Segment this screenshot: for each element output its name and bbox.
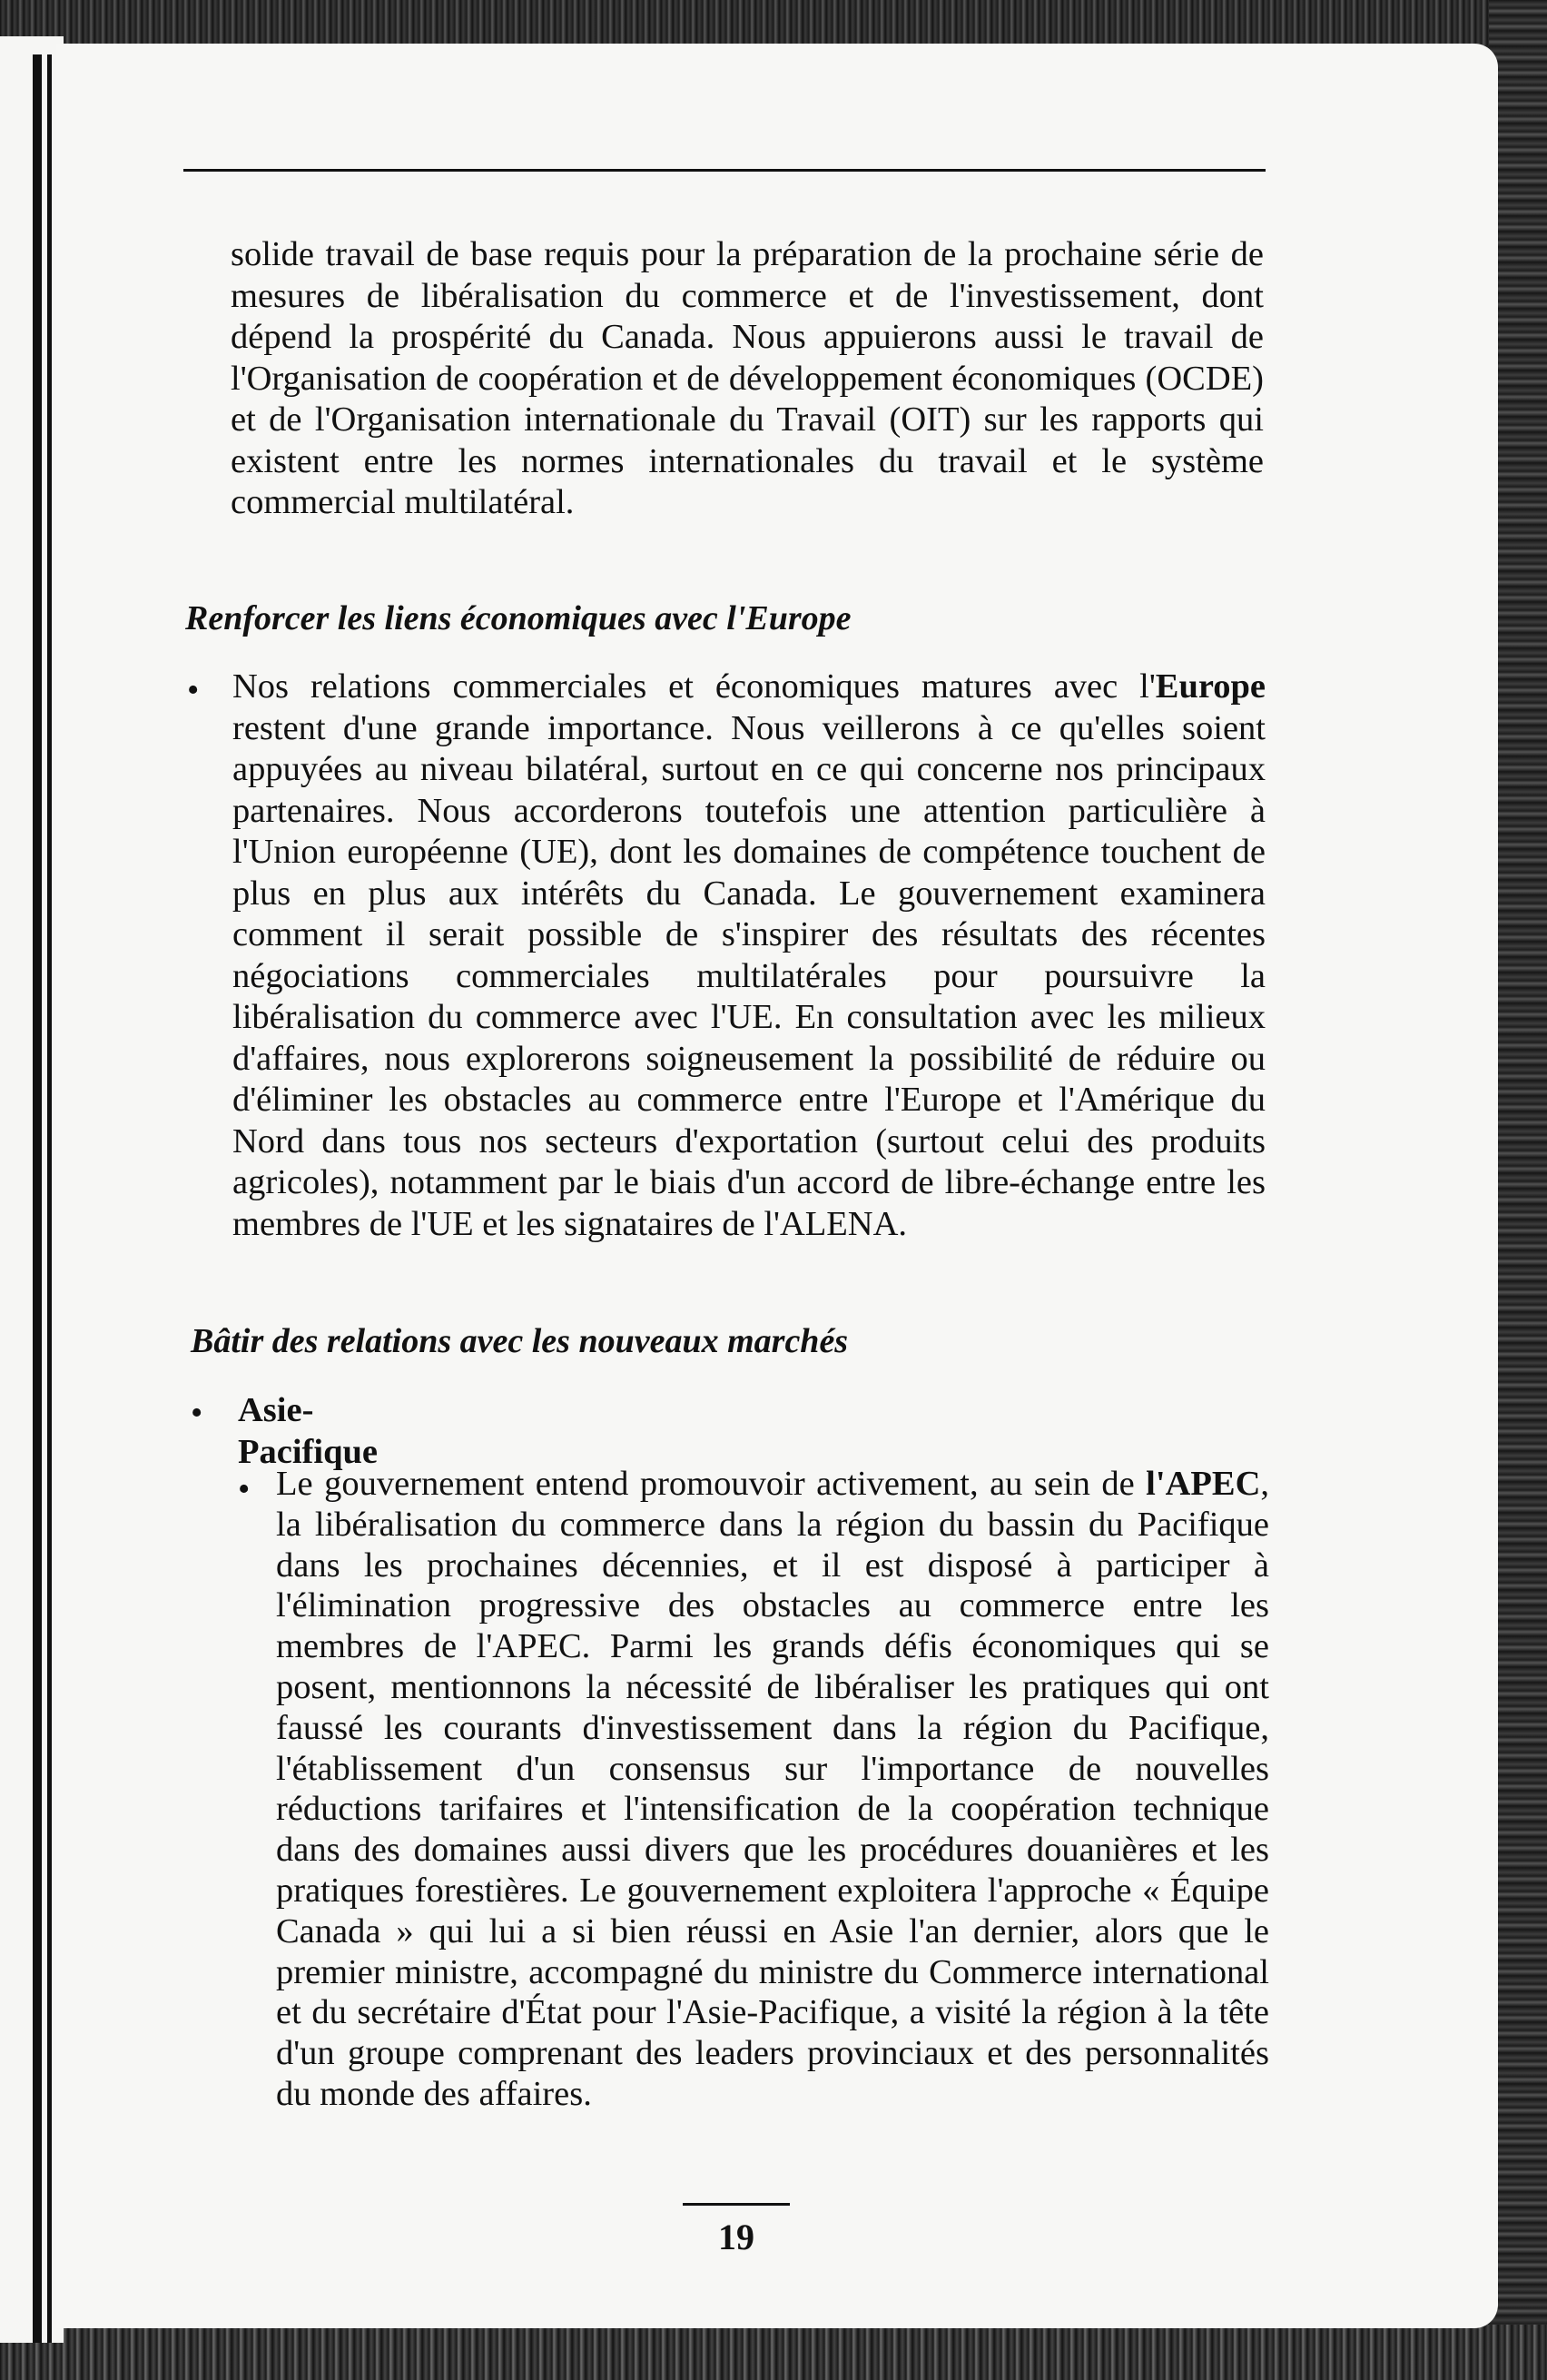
apec-paragraph (276, 1464, 1269, 2115)
subheading-asia-pacific: Asie-Pacifique (238, 1391, 378, 1471)
europe-text-rest: restent d'une grande importance. Nous veillerons à ce qu'elles soient appuyées au niveau bilatéral, surtout en ce qui concerne nos principaux partenaires. Nous accorderons toutefois une attention particulière à l'Union européenne (UE), dont les domaines de compétence touchent de plus en plus aux intérêts du Canada. Le gouvernement examinera comment il serait possible de s'inspirer des résultats des récentes négociations commerciales multilatérales pour poursuivre la libéralisation du commerce avec l'UE. En consultation avec les milieux d'affaires, nous explorerons soigneusement la possibilité de réduire ou d'éliminer les obstacles au commerce entre l'Europe et l'Amérique du Nord dans tous nos secteurs d'exportation (surtout celui des produits agricoles), notamment par le biais d'un accord de libre-échange entre les membres de l'UE et les signataires de l'ALENA. (232, 708, 1266, 1243)
sub-bullet-icon: • (238, 1470, 251, 1508)
page-number: 19 (718, 2217, 754, 2257)
apec-bold-term: l'APEC (1146, 1465, 1261, 1503)
europe-text-start: Nos relations commerciales et économiques matures avec l' (232, 667, 1156, 706)
europe-bold-term: Europe (1155, 667, 1266, 706)
apec-text-start: Le gouvernement entend promouvoir activement, au sein de (276, 1465, 1147, 1503)
section-heading-new-markets: Bâtir des relations avec les nouveaux marchés (191, 1322, 849, 1360)
bullet-icon: • (187, 671, 200, 709)
apec-text-rest: , la libéralisation du commerce dans la région du bassin du Pacifique dans les prochaines décennies, et il est disposé à participer à l'élimination progressive des obstacles au commerce entre les membres de l'APEC. Parmi les grands défis économiques qui se posent, mentionnons la nécessité de libéraliser les pratiques qui ont faussé les courants d'investissement dans la région du Pacifique, l'établissement d'un consensus sur l'importance de nouvelles réductions tarifaires et l'intensification de la coopération technique dans des domaines aussi divers que les procédures douanières et les pratiques forestières. Le gouvernement exploitera l'approche « Équipe Canada » qui lui a si bien réussi en Asie l'an dernier, alors que le premier ministre, accompagné du ministre du Commerce international et du secrétaire d'État pour l'Asie-Pacifique, a visité la région à la tête d'un groupe comprenant des leaders provinciaux et des personnalités du monde des affaires. (276, 1465, 1269, 2113)
section-heading-europe: Renforcer les liens économiques avec l'Europe (185, 599, 852, 637)
europe-paragraph (232, 667, 1266, 1245)
bullet-icon: • (191, 1394, 203, 1432)
page-number-rule (683, 2203, 790, 2206)
intro-paragraph: solide travail de base requis pour la préparation de la prochaine série de mesures de libéralisation du commerce et de l'investissement, dont dépend la prospérité du Canada. Nous appuierons aussi le travail de l'Organisation de coopération et de développement économiques (OCDE) et de l'Organisation internationale du Travail (OIT) sur les rapports qui existent entre les normes internationales du travail et le système commercial multilatéral. (231, 235, 1264, 521)
